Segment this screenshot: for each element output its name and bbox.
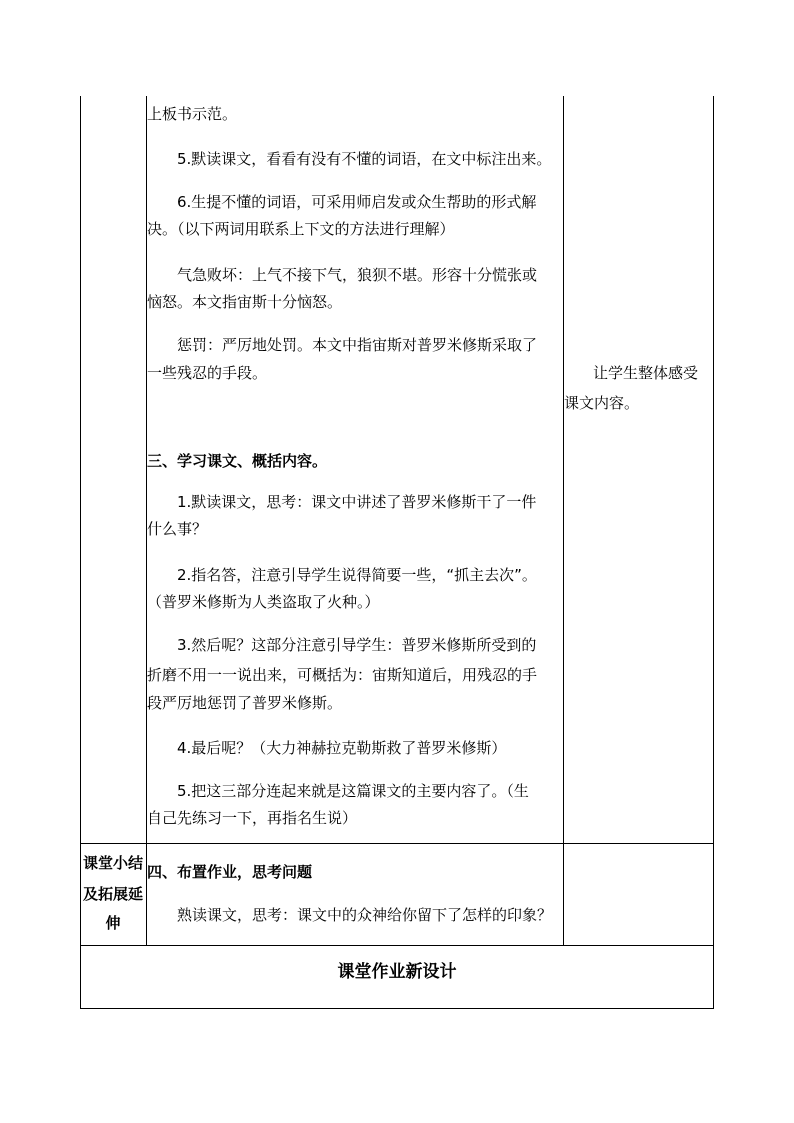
paragraph-q5-line1: 5.把这三部分连起来就是这篇课文的主要内容了。（生 [177,782,529,800]
paragraph-board-demo-line1: 上板书示范。 [147,105,238,123]
summary-label-line1: 课堂小结 [82,854,143,872]
paragraph-silent-read-line1: 5.默读课文，看看有没有不懂的词语，在文中标注出来。 [177,150,552,168]
section-heading-3: 三、学习课文、概括内容。 [147,452,328,470]
paragraph-vocab-line1: 6.生提不懂的词语，可采用师启发或众生帮助的形式解 [177,193,537,211]
column-divider-notes [563,96,564,946]
paragraph-q2-line1: 2.指名答，注意引导学生说得简要一些，“抓主去次”。 [177,566,537,584]
paragraph-q5-line2: 自己先练习一下，再指名生说） [147,809,358,827]
paragraph-q2-line2: （普罗米修斯为人类盗取了火种。） [147,593,380,611]
paragraph-chengfa-line1: 惩罚：严厉地处罚。本文中指宙斯对普罗米修斯采取了 [177,336,538,354]
paragraph-qijibaihuai-line1: 气急败坏：上气不接下气，狼狈不堪。形容十分慌张或 [177,266,538,284]
table-border-bottom [80,1008,714,1009]
paragraph-q3-line2: 折磨不用一一说出来，可概括为：宙斯知道后，用残忍的手 [147,666,538,684]
paragraph-qijibaihuai-line2: 恼怒。本文指宙斯十分恼怒。 [147,293,343,311]
table-border-right [713,96,714,1009]
homework-text: 熟读课文，思考：课文中的众神给你留下了怎样的印象？ [177,906,553,924]
paragraph-chengfa-line2: 一些残忍的手段。 [147,364,268,382]
summary-label-line3: 伸 [105,914,121,932]
summary-label-line2: 及拓展延 [82,885,143,903]
right-note-line2: 课文内容。 [564,394,640,412]
paragraph-q1-line1: 1.默读课文，思考：课文中讲述了普罗米修斯干了一件 [177,493,537,511]
right-note-line1: 让学生整体感受 [593,364,699,382]
paragraph-vocab-line2: 决。（以下两词用联系上下文的方法进行理解） [147,220,455,238]
row-divider-summary [80,843,714,844]
paragraph-q1-line2: 什么事？ [147,520,208,538]
footer-title: 课堂作业新设计 [337,962,457,982]
row-divider-footer [80,945,714,946]
paragraph-q4-line1: 4.最后呢？（大力神赫拉克勒斯救了普罗米修斯） [177,739,507,757]
paragraph-q3-line1: 3.然后呢？这部分注意引导学生：普罗米修斯所受到的 [177,636,537,654]
section-heading-4: 四、布置作业，思考问题 [147,863,313,881]
paragraph-q3-line3: 段严厉地惩罚了普罗米修斯。 [147,694,343,712]
